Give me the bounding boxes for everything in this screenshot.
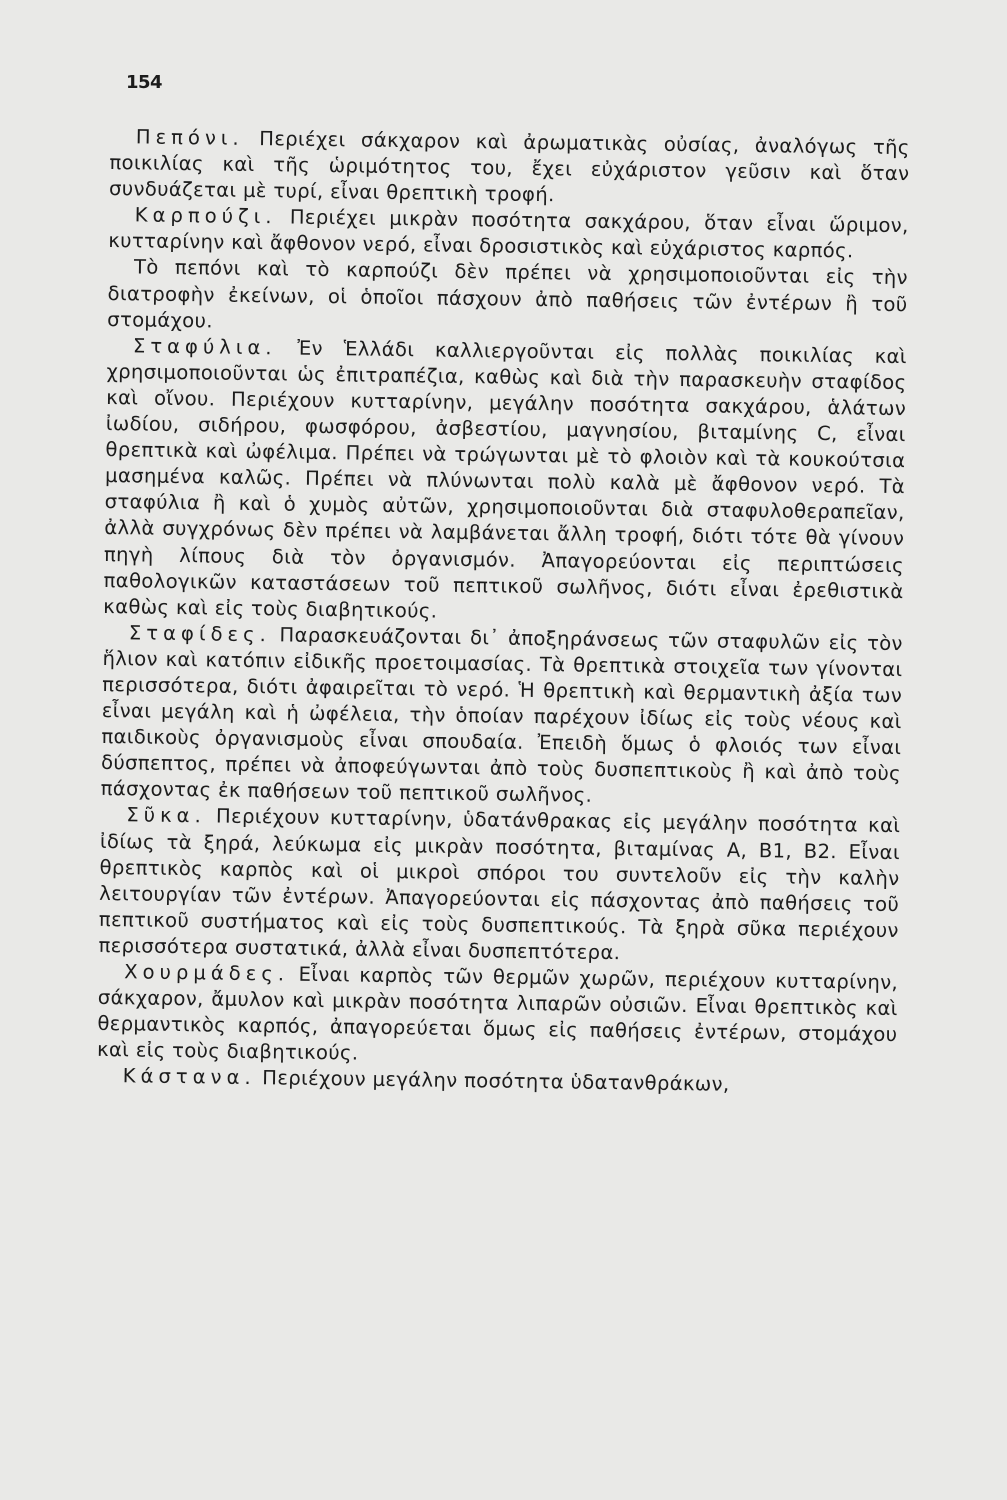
paragraph-text: Ἐν Ἑλλάδι καλλιεργοῦνται εἰς πολλὰς ποικιλίας καὶ χρησιμοποιοῦνται ὡς ἐπιτραπέζια, καθὼς καὶ διὰ τὴν παρασκευὴν σταφίδος καὶ οἴνου. Περιέχουν κυτταρίνην, μεγάλην ποσότητα σακχάρου, ἁλάτων ἰωδίου, σιδήρου, φωσφόρου, ἀσβεστίου, μαγνησίου, βιταμίνης C, εἶναι θρεπτικὰ καὶ ὠφέλιμα. Πρέπει νὰ τρώγωνται μὲ τὸ φλοιὸν καὶ τὰ κουκούτσια μασημένα καλῶς. Πρέπει νὰ πλύνωνται πολὺ καλὰ μὲ ἄφθονον νερό. Τὰ σταφύλια ἢ καὶ ὁ χυμὸς αὐτῶν, χρησιμοποιοῦνται διὰ σταφυλοθεραπεῖαν, ἀλλὰ συγχρόνως δὲν πρέπει νὰ λαμβάνεται ἄλλη τροφή, διότι τότε θὰ γίνουν πηγὴ λίπους διὰ τὸν ὀργανισμόν. Ἀπαγορεύονται εἰς περιπτώσεις παθολογικῶν καταστάσεων τοῦ πεπτικοῦ σωλῆνος, διότι εἶναι ἐρεθιστικὰ καθὼς καὶ εἰς τοὺς διαβητικούς. — [103, 336, 907, 623]
entry-heading: Σταφύλια. — [132, 334, 277, 360]
entry-heading: Χουρμάδες. — [124, 960, 290, 986]
entry-heading: Καρπούζι. — [134, 203, 277, 229]
paragraph-text: Περιέχει μικρὰν ποσότητα σακχάρου, ὅταν εἶναι ὥριμον, κυτταρίνην καὶ ἄφθονον νερό, εἶναι δροσιστικὸς καὶ εὐχάριστος καρπός. — [108, 205, 909, 263]
paragraph-dates — [97, 959, 898, 1075]
paragraph-text: Παρασκευάζονται δι᾽ ἀποξηράνσεως τῶν σταφυλῶν εἰς τὸν ἥλιον καὶ κατόπιν εἰδικῆς προετοιμασίας. Τὰ θρεπτικὰ στοιχεῖα των γίνονται περισσότερα, διότι ἀφαιρεῖται τὸ νερό. Ἡ θρεπτικὴ καὶ θερμαντικὴ ἀξία των εἶναι μεγάλη καὶ ἡ ὠφέλεια, τὴν ὁποίαν παρέχουν ἰδίως εἰς τοὺς νέους καὶ παιδικοὺς ὀργανισμοὺς εἶναι σπουδαία. Ἐπειδὴ ὅμως ὁ φλοιός των εἶναι δύσπεπτος, πρέπει νὰ ἀποφεύγωνται ἀπὸ τοὺς δυσπεπτικοὺς ἢ καὶ ἀπὸ τοὺς πάσχοντας ἐκ παθήσεων τοῦ πεπτικοῦ σωλῆνος. — [100, 623, 903, 808]
paragraph-text: Εἶναι καρπὸς τῶν θερμῶν χωρῶν, περιέχουν κυτταρίνην, σάκχαρον, ἄμυλον καὶ μικρὰν ποσότητα λιπαρῶν οὐσιῶν. Εἶναι θρεπτικὸς καὶ θερμαντικὸς καρπός, ἀπαγορεύεται ὅμως εἰς παθήσεις ἐντέρων, στομάχου καὶ εἰς τοὺς διαβητικούς. — [96, 962, 899, 1065]
entry-heading: Πεπόνι. — [135, 125, 244, 150]
paragraph-text: Τὸ πεπόνι καὶ τὸ καρπούζι δὲν πρέπει νὰ χρησιμοποιοῦνται εἰς τὴν διατροφὴν ἐκείνων, οἱ ὁποῖοι πάσχουν ἀπὸ παθήσεις τῶν ἐντέρων ἢ τοῦ στομάχου. — [107, 255, 909, 333]
paragraph-text: Περιέχουν κυτταρίνην, ὑδατάνθρακας εἰς μεγάλην ποσότητα καὶ ἰδίως τὰ ξηρά, λεύκωμα εἰς μικρὰν ποσότητα, βιταμίνας Α, Β1, Β2. Εἶναι θρεπτικὸς καρπὸς καὶ οἱ μικροὶ σπόροι του συντελοῦν εἰς τὴν καλὴν λειτουργίαν τῶν ἐντέρων. Ἀπαγορεύονται εἰς πάσχοντας ἀπὸ παθήσεις τοῦ πεπτικοῦ συστήματος καὶ εἰς τοὺς δυσπεπτικούς. Τὰ ξηρὰ σῦκα περιέχουν περισσότερα συστατικά, ἀλλὰ εἶναι δυσπεπτότερα. — [98, 804, 901, 965]
entry-heading: Σῦκα. — [126, 803, 206, 828]
entry-heading: Κάστανα. — [122, 1064, 256, 1090]
entry-heading: Σταφίδες. — [128, 621, 272, 647]
paragraph-text: Περιέχει σάκχαρον καὶ ἀρωματικὰς οὐσίας, ἀναλόγως τῆς ποικιλίας καὶ τῆς ὡριμότητος του, ἔχει εὐχάριστον γεῦσιν καὶ ὅταν συνδυάζεται μὲ τυρί, εἶναι θρεπτικὴ τροφή. — [108, 126, 910, 207]
paragraph-figs — [98, 802, 900, 970]
page-number: 154 — [126, 72, 163, 93]
paragraph-text: Περιέχουν μεγάλην ποσότητα ὑδατανθράκων, — [255, 1066, 730, 1097]
paragraph-melon — [109, 124, 910, 213]
body-text — [97, 124, 910, 1101]
paragraph-melon-note — [107, 254, 908, 343]
paragraph-raisins — [101, 620, 903, 814]
paragraph-grapes — [103, 333, 907, 631]
